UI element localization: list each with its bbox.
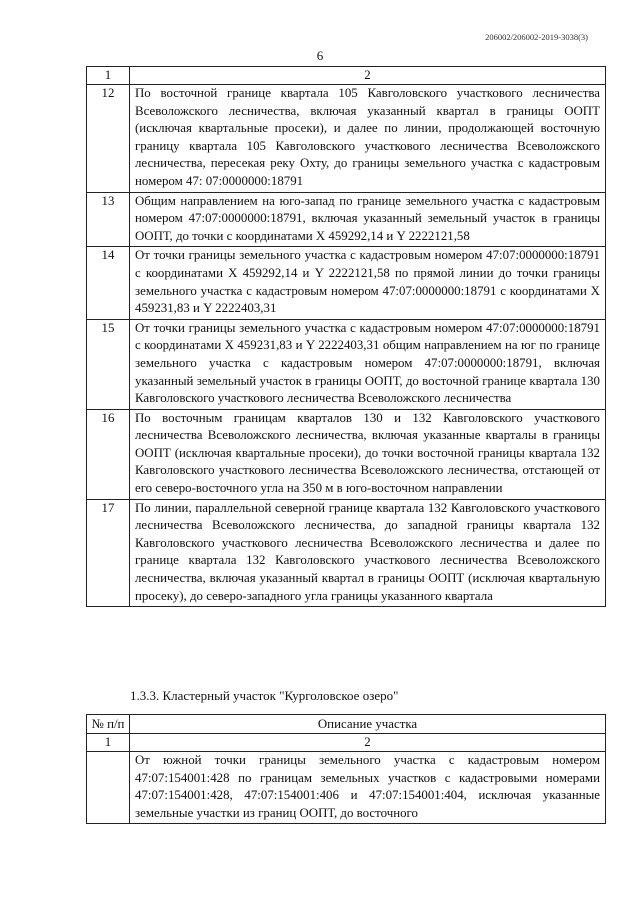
- page-number: 6: [316, 48, 324, 63]
- row-description: По восточной границе квартала 105 Кавголовского участкового лесничества Всеволожского лесничества, включая указанный квартал в границы ООПТ (исключая квартальные просеки), и далее по линии, продолжающей восточную границу квартала 105 Кавголовского участкового лесничества Всеволожского лесничества, пересекая реку Охту, до границы земельного участка с кадастровым номером 47: 07:0000000:18791: [130, 85, 606, 193]
- row-number: 12: [87, 85, 130, 193]
- column-number-header: 1: [87, 67, 130, 85]
- row-number: 15: [87, 319, 130, 409]
- boundary-description-table: [86, 66, 606, 607]
- table-header-row: [87, 734, 606, 752]
- column-number-header: 1: [87, 734, 130, 752]
- table-row: [87, 752, 606, 824]
- table-row: [87, 499, 606, 607]
- row-description: От точки границы земельного участка с кадастровым номером 47:07:0000000:18791 с координатами X 459231,83 и Y 2222403,31 общим направлением на юг по границе земельного участка с кадастровым номером 47:07:0000000:18791, включая указанный земельный участок в границы ООПТ, до восточной границе квартала 130 Кавголовского участкового лесничества Всеволожского лесничества: [130, 319, 606, 409]
- row-number: 13: [87, 192, 130, 247]
- column-header-number: № п/п: [87, 715, 130, 734]
- table-row: [87, 319, 606, 409]
- table-header-row: [87, 67, 606, 85]
- table-column-header-row: [87, 715, 606, 734]
- cluster-site-table: [86, 714, 606, 824]
- row-description: Общим направлением на юго-запад по границе земельного участка с кадастровым номером 47:07:0000000:18791, включая указанный земельный участок в границы ООПТ, до точки с координатами X 459292,14 и Y 2222121,58: [130, 192, 606, 247]
- row-number: 17: [87, 499, 130, 607]
- row-description: По линии, параллельной северной границе квартала 132 Кавголовского участкового лесничества Всеволожского лесничества, до западной границы квартала 132 Кавголовского участкового лесничества Всеволожского лесничества и далее по границе квартала 132 Кавголовского участкового лесничества Всеволожского лесничества, включая указанный квартал в границы ООПТ (исключая квартальную просеку), до северо-западного угла границы указанного квартала: [130, 499, 606, 607]
- row-number: 16: [87, 409, 130, 499]
- row-number: [87, 752, 130, 824]
- table-row: [87, 409, 606, 499]
- row-description: От точки границы земельного участка с кадастровым номером 47:07:0000000:18791 с координатами X 459292,14 и Y 2222121,58 по прямой линии до точки границы земельного участка с кадастровым номером 47:07:0000000:18791 с координатами X 459231,83 и Y 2222403,31: [130, 247, 606, 319]
- table-row: [87, 85, 606, 193]
- column-header-description: Описание участка: [130, 715, 606, 734]
- document-stamp: 206002/206002-2019-3038(3): [485, 32, 588, 42]
- row-number: 14: [87, 247, 130, 319]
- column-number-header: 2: [130, 734, 606, 752]
- row-description: От южной точки границы земельного участка с кадастровым номером 47:07:154001:428 по границам земельных участков с кадастровыми номерами 47:07:154001:428, 47:07:154001:406 и 47:07:154001:404, исключая указанные земельные участки из границ ООПТ, до восточного: [130, 752, 606, 824]
- row-description: По восточным границам кварталов 130 и 132 Кавголовского участкового лесничества Всеволожского лесничества, включая указанные кварталы в границы ООПТ (исключая квартальные просеки), до точки восточной границы квартала 132 Кавголовского участкового лесничества Всеволожского лесничества, отстающей от его северо-восточного угла на 350 м в юго-восточном направлении: [130, 409, 606, 499]
- table-row: [87, 192, 606, 247]
- section-heading: 1.3.3. Кластерный участок "Курголовское озеро": [130, 688, 399, 703]
- column-number-header: 2: [130, 67, 606, 85]
- table-row: [87, 247, 606, 319]
